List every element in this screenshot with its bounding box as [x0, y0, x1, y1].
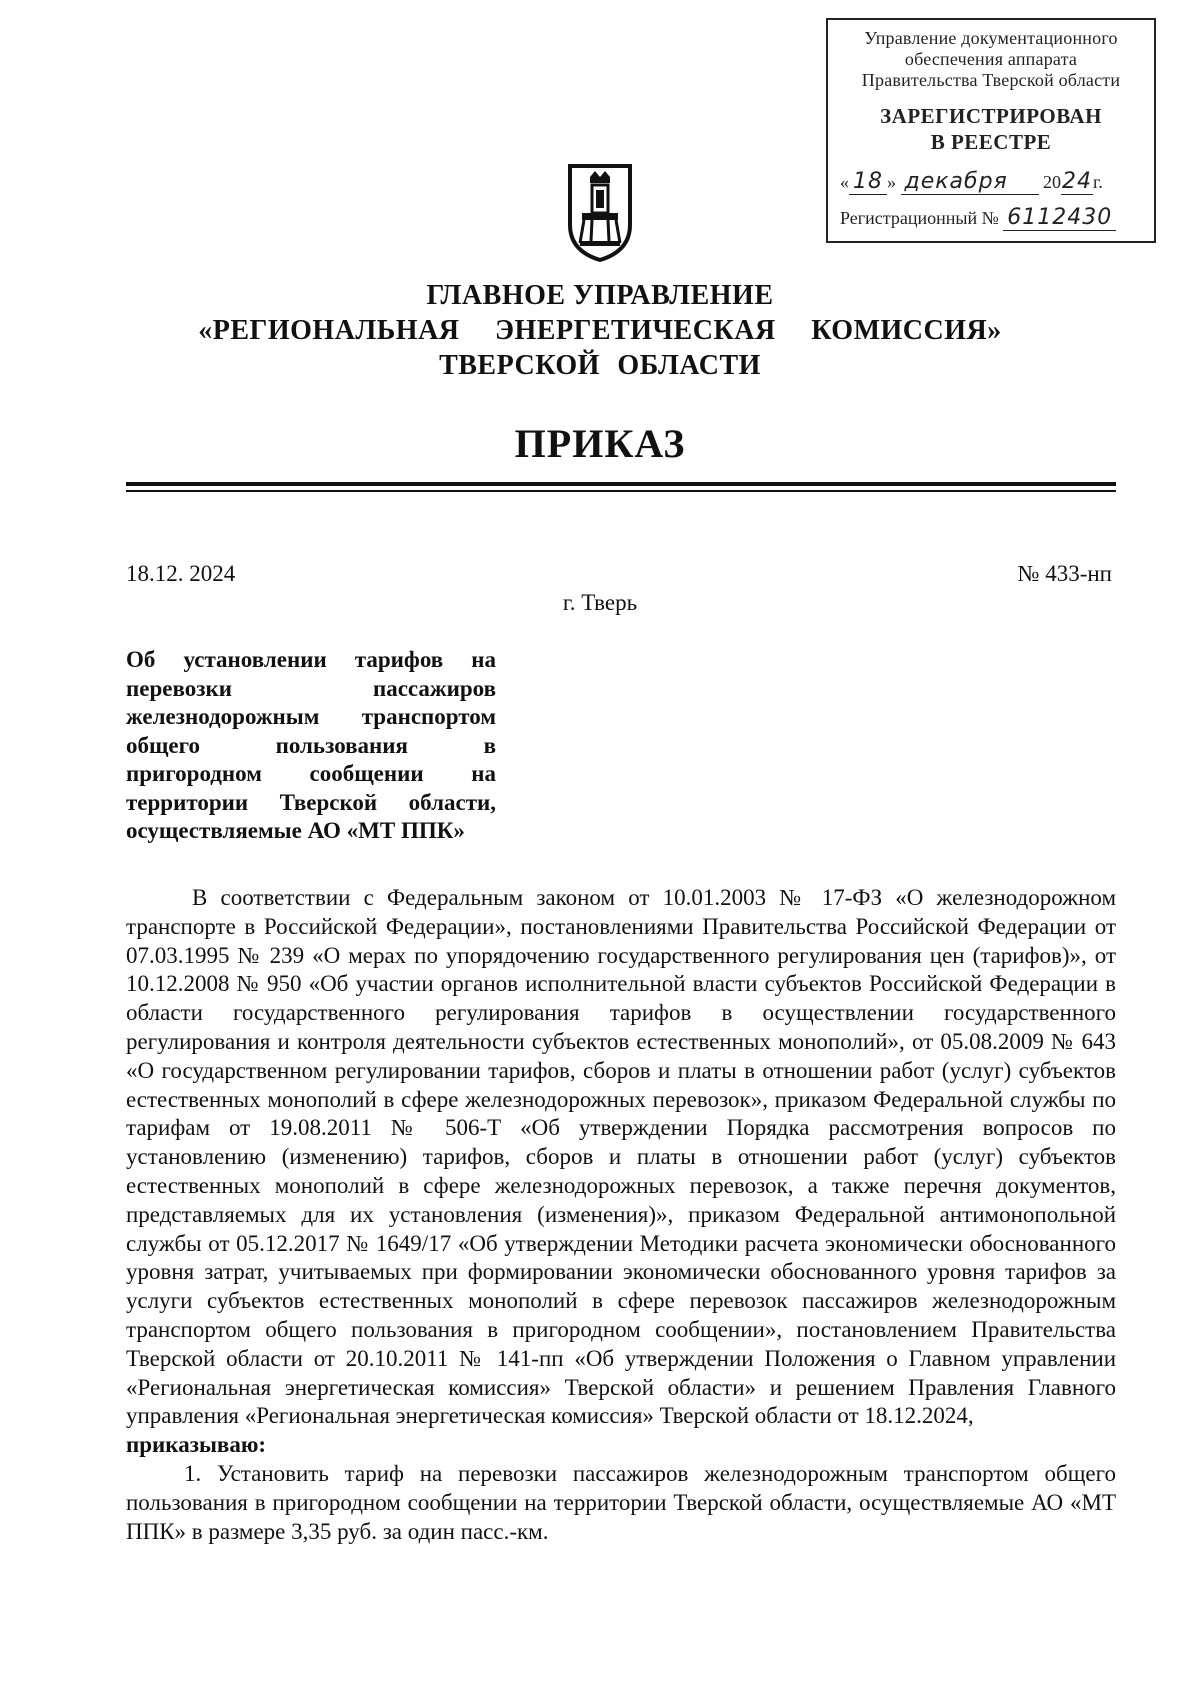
document-body	[126, 884, 1116, 1546]
subject-line: железнодорожным транспортом	[126, 704, 496, 729]
subject-line: общего пользования в	[126, 732, 496, 758]
subject-line: территории Тверской области,	[126, 789, 496, 815]
stamp-status-line: ЗАРЕГИСТРИРОВАН	[880, 104, 1102, 128]
subject-line: пригородном сообщении на	[126, 761, 496, 786]
document-number: № 433-нп	[1017, 561, 1112, 586]
tver-coat-of-arms-icon	[567, 163, 633, 263]
stamp-year-prefix: 20	[1043, 172, 1061, 192]
stamp-dept-line: Правительства Тверской области	[861, 70, 1121, 90]
stamp-status-line: В РЕЕСТРЕ	[930, 130, 1052, 154]
document-subject	[126, 646, 496, 846]
registration-stamp	[826, 18, 1156, 243]
stamp-month: декабря	[901, 169, 1039, 195]
header-line-2: «РЕГИОНАЛЬНАЯ ЭНЕРГЕТИЧЕСКАЯ КОМИССИЯ»	[198, 315, 1002, 346]
document-city: г. Тверь	[562, 590, 638, 615]
stamp-status	[828, 103, 1154, 155]
stamp-dept-line: Управление документационного	[864, 28, 1118, 48]
stamp-date: « 18 » декабря 2024г.	[840, 169, 1103, 194]
header-line-1: ГЛАВНОЕ УПРАВЛЕНИЕ	[426, 280, 774, 311]
subject-line: перевозки пассажиров	[126, 675, 496, 701]
subject-line: осуществляемые АО «МТ ППК»	[126, 818, 465, 843]
stamp-day: 18	[849, 169, 887, 195]
stamp-reg-number: 6112430	[1003, 205, 1116, 231]
document-date: 18.12. 2024	[126, 561, 236, 586]
header-line-3: ТВЕРСКОЙ ОБЛАСТИ	[439, 350, 761, 381]
order-word: приказываю:	[126, 1432, 267, 1458]
stamp-dept-line: обеспечения аппарата	[904, 49, 1078, 69]
stamp-reg-label: Регистрационный №	[840, 208, 999, 228]
preamble-paragraph: В соответствии с Федеральным законом от 10.01.2003 № 17-ФЗ «О железнодорожном транспорте в Российской Федерации», постановлениями Правительства Российской Федерации от 07.03.1995 № 239 «О мерах по упорядочению государственного регулирования цен (тарифов)», от 10.12.2008 № 950 «Об участии органов исполнительной власти субъектов Российской Федерации в области государственного регулирования тарифов в осуществлении государственного регулирования и контроля деятельности субъектов естественных монополий», от 05.08.2009 № 643 «О государственном регулировании тарифов, сборов и платы в отношении работ (услуг) субъектов естественных монополий в сфере железнодорожных перевозок», приказом Федеральной службы по тарифам от 19.08.2011 № 506-Т «Об утверждении Порядка рассмотрения вопросов по установлению (изменению) тарифов, сборов и платы в отношении работ (услуг) субъектов естественных монополий в сфере железнодорожных перевозок, а также перечня документов, представляемых для их установления (изменения)», приказом Федеральной антимонопольной службы от 05.12.2017 № 1649/17 «Об утверждении Методики расчета экономически обоснованного уровня затрат, учитываемых при формировании экономически обоснованного уровня тарифов за услуги субъектов естественных монополий в сфере перевозок пассажиров железнодорожным транспортом общего пользования в пригородном сообщении», постановлением Правительства Тверской области от 20.10.2011 № 141-пп «Об утверждении Положения о Главном управлении «Региональная энергетическая комиссия» Тверской области» и решением Правления Главного управления «Региональная энергетическая комиссия» Тверской области от 18.12.2024,	[126, 885, 1116, 1429]
stamp-year-suffix: 24	[1062, 169, 1092, 194]
header-divider-thin	[126, 490, 1116, 492]
order-item-1: 1. Установить тариф на перевозки пассажиров железнодорожным транспортом общего пользования в пригородном сообщении на территории Тверской области, осуществляемые АО «МТ ППК» в размере 3,35 руб. за один пасс.-км.	[126, 1460, 1116, 1544]
stamp-department	[828, 28, 1154, 91]
stamp-registration-number	[828, 205, 1154, 231]
stamp-year-letter: г.	[1093, 172, 1103, 192]
header-divider	[126, 482, 1116, 486]
document-type-title: ПРИКАЗ	[514, 421, 686, 466]
subject-line: Об установлении тарифов на	[126, 647, 496, 672]
